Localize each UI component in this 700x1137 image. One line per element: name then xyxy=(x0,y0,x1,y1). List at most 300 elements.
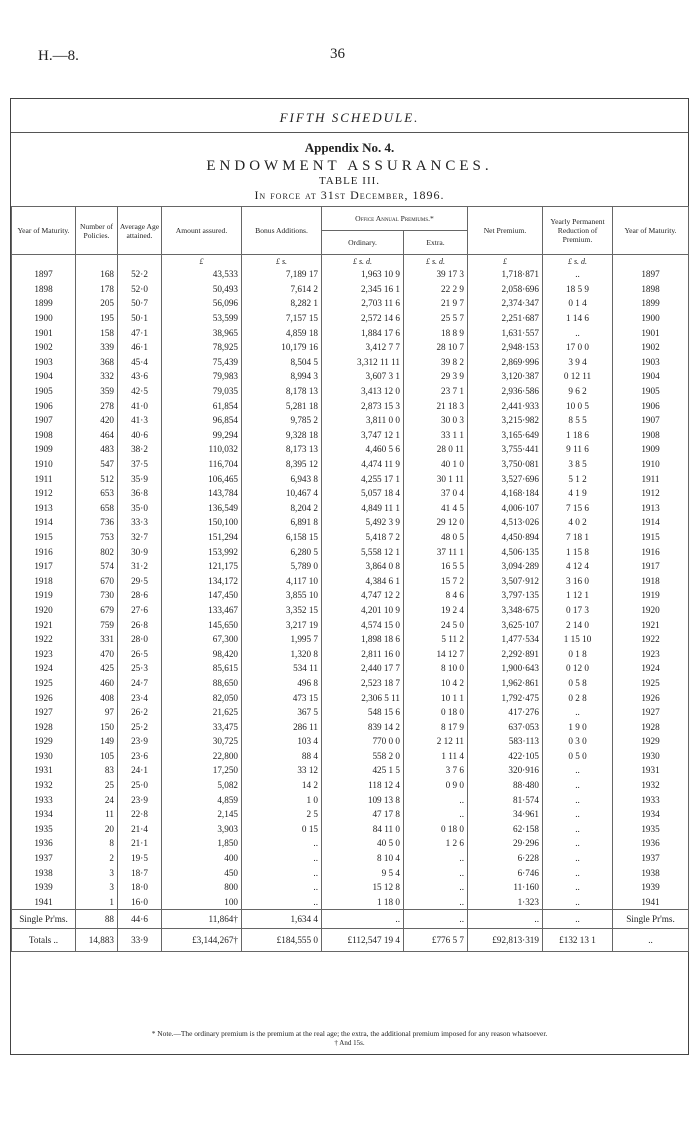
cell-bonus: 103 4 xyxy=(242,734,322,749)
cell-age: 29·5 xyxy=(118,573,162,588)
cell-year2: 1931 xyxy=(613,763,689,778)
cell-ordinary: 839 14 2 xyxy=(322,719,404,734)
cell-bonus: 5,281 18 xyxy=(242,398,322,413)
cell-bonus: 88 4 xyxy=(242,749,322,764)
cell-ordinary: 4,460 5 6 xyxy=(322,442,404,457)
cell-reduction: .. xyxy=(543,325,613,340)
cell-year2: 1908 xyxy=(613,428,689,443)
cell-age: 32·7 xyxy=(118,530,162,545)
cell-ordinary: .. xyxy=(322,910,404,929)
cell-ordinary: 4,849 11 1 xyxy=(322,501,404,516)
cell-extra: 3 7 6 xyxy=(404,763,468,778)
cell-year2: 1909 xyxy=(613,442,689,457)
cell-reduction: 0 12 11 xyxy=(543,369,613,384)
cell-ordinary: 4,384 6 1 xyxy=(322,573,404,588)
table-row xyxy=(12,413,689,428)
cell-policies: 574 xyxy=(76,559,118,574)
cell-ordinary: 4,574 15 0 xyxy=(322,617,404,632)
cell-bonus: .. xyxy=(242,851,322,866)
cell-policies: 425 xyxy=(76,661,118,676)
cell-reduction: 1 14 6 xyxy=(543,311,613,326)
cell-ordinary: 9 5 4 xyxy=(322,865,404,880)
cell-extra: 2 12 11 xyxy=(404,734,468,749)
cell-amount: 50,493 xyxy=(162,282,242,297)
cell-net: 1,718·871 xyxy=(468,267,543,282)
cell-year2: 1906 xyxy=(613,398,689,413)
cell-net: 3,625·107 xyxy=(468,617,543,632)
cell-year: 1912 xyxy=(12,486,76,501)
cell-amount: 67,300 xyxy=(162,632,242,647)
cell-age: 24·1 xyxy=(118,763,162,778)
cell-age: 28·6 xyxy=(118,588,162,603)
cell-age: 21·1 xyxy=(118,836,162,851)
cell-age: 37·5 xyxy=(118,457,162,472)
cell-amount: 75,439 xyxy=(162,355,242,370)
cell-extra: 15 7 2 xyxy=(404,573,468,588)
cell-policies: 3 xyxy=(76,865,118,880)
cell-reduction: .. xyxy=(543,267,613,282)
cell-age: 23·6 xyxy=(118,749,162,764)
table-row xyxy=(12,734,689,749)
cell-ordinary: 5,492 3 9 xyxy=(322,515,404,530)
cell-reduction: 0 1 4 xyxy=(543,296,613,311)
cell-extra: 0 18 0 xyxy=(404,705,468,720)
cell-year: 1898 xyxy=(12,282,76,297)
cell-year2: 1937 xyxy=(613,851,689,866)
cell-net: 3,507·912 xyxy=(468,573,543,588)
table-row xyxy=(12,676,689,691)
cell-amount: 61,854 xyxy=(162,398,242,413)
cell-extra: 14 12 7 xyxy=(404,646,468,661)
cell-amount: 106,465 xyxy=(162,471,242,486)
cell-extra: 1 2 6 xyxy=(404,836,468,851)
table-row xyxy=(12,296,689,311)
cell-net: 29·296 xyxy=(468,836,543,851)
cell-ordinary: 40 5 0 xyxy=(322,836,404,851)
cell-year2: 1941 xyxy=(613,895,689,910)
cell-reduction: 0 3 0 xyxy=(543,734,613,749)
table-number: TABLE III. xyxy=(318,175,381,187)
cell-ordinary: 2,306 5 11 xyxy=(322,690,404,705)
cell-ordinary: 84 11 0 xyxy=(322,822,404,837)
cell-year2: 1922 xyxy=(613,632,689,647)
cell-bonus: 9,785 2 xyxy=(242,413,322,428)
cell-year: 1911 xyxy=(12,471,76,486)
cell-policies: 83 xyxy=(76,763,118,778)
units-row xyxy=(12,255,689,268)
cell-amount: 79,035 xyxy=(162,384,242,399)
cell-reduction: 1 15 8 xyxy=(543,544,613,559)
cell-policies: 512 xyxy=(76,471,118,486)
cell-year2: 1916 xyxy=(613,544,689,559)
cell-net: 6·746 xyxy=(468,865,543,880)
cell-age: 23·9 xyxy=(118,734,162,749)
table-row xyxy=(12,603,689,618)
cell-amount: £3,144,267† xyxy=(162,929,242,952)
cell-amount: 116,704 xyxy=(162,457,242,472)
cell-year: 1916 xyxy=(12,544,76,559)
cell-reduction: .. xyxy=(543,865,613,880)
cell-reduction: 10 0 5 xyxy=(543,398,613,413)
cell-policies: 359 xyxy=(76,384,118,399)
cell-extra: 28 0 11 xyxy=(404,442,468,457)
cell-net: 4,513·026 xyxy=(468,515,543,530)
cell-bonus: 7,189 17 xyxy=(242,267,322,282)
cell-net: .. xyxy=(468,910,543,929)
cell-ordinary: 4,747 12 2 xyxy=(322,588,404,603)
cell-year2: Single Pr'ms. xyxy=(613,910,689,929)
unit-amount: £ xyxy=(162,255,242,268)
cell-amount: 88,650 xyxy=(162,676,242,691)
cell-extra: 22 2 9 xyxy=(404,282,468,297)
cell-amount: 43,533 xyxy=(162,267,242,282)
cell-bonus: 8,395 12 xyxy=(242,457,322,472)
cell-ordinary: 4,255 17 1 xyxy=(322,471,404,486)
cell-extra: 30 0 3 xyxy=(404,413,468,428)
table-row xyxy=(12,501,689,516)
cell-ordinary: 3,312 11 11 xyxy=(322,355,404,370)
cell-year: 1933 xyxy=(12,792,76,807)
cell-extra: 40 1 0 xyxy=(404,457,468,472)
cell-year: 1914 xyxy=(12,515,76,530)
cell-policies: 24 xyxy=(76,792,118,807)
main-title: ENDOWMENT ASSURANCES. xyxy=(206,158,493,174)
cell-amount: 145,650 xyxy=(162,617,242,632)
cell-age: 41·0 xyxy=(118,398,162,413)
cell-policies: 3 xyxy=(76,880,118,895)
table-body xyxy=(12,255,689,952)
cell-year2: 1912 xyxy=(613,486,689,501)
cell-extra: 23 7 1 xyxy=(404,384,468,399)
cell-extra: 39 17 3 xyxy=(404,267,468,282)
cell-year: 1932 xyxy=(12,778,76,793)
cell-age: 47·1 xyxy=(118,325,162,340)
endowment-table xyxy=(11,206,689,952)
cell-extra: 25 5 7 xyxy=(404,311,468,326)
cell-bonus: 496 8 xyxy=(242,676,322,691)
cell-amount: 153,992 xyxy=(162,544,242,559)
cell-bonus: 33 12 xyxy=(242,763,322,778)
cell-net: 4,006·107 xyxy=(468,501,543,516)
unit-bonus: £ s. xyxy=(242,255,322,268)
cell-ordinary: 3,412 7 7 xyxy=(322,340,404,355)
cell-net: 3,120·387 xyxy=(468,369,543,384)
cell-age: 50·7 xyxy=(118,296,162,311)
cell-reduction: 2 14 0 xyxy=(543,617,613,632)
cell-policies: 408 xyxy=(76,690,118,705)
cell-age: 19·5 xyxy=(118,851,162,866)
cell-net: 4,168·184 xyxy=(468,486,543,501)
cell-reduction: £132 13 1 xyxy=(543,929,613,952)
cell-year2: 1939 xyxy=(613,880,689,895)
cell-policies: 1 xyxy=(76,895,118,910)
cell-year: 1910 xyxy=(12,457,76,472)
cell-bonus: .. xyxy=(242,836,322,851)
cell-policies: 420 xyxy=(76,413,118,428)
cell-amount: 99,294 xyxy=(162,428,242,443)
table-row xyxy=(12,457,689,472)
cell-policies: 802 xyxy=(76,544,118,559)
cell-age: 46·1 xyxy=(118,340,162,355)
table-row xyxy=(12,617,689,632)
table-row xyxy=(12,384,689,399)
cell-year2: 1904 xyxy=(613,369,689,384)
cell-bonus: 3,352 15 xyxy=(242,603,322,618)
cell-policies: 339 xyxy=(76,340,118,355)
cell-net: 34·961 xyxy=(468,807,543,822)
cell-ordinary: 109 13 8 xyxy=(322,792,404,807)
cell-year: 1928 xyxy=(12,719,76,734)
col-bonus-header: Bonus Additions. xyxy=(242,207,322,255)
cell-reduction: 5 1 2 xyxy=(543,471,613,486)
cell-year2: 1902 xyxy=(613,340,689,355)
cell-reduction: .. xyxy=(543,763,613,778)
cell-year: 1941 xyxy=(12,895,76,910)
cell-policies: 20 xyxy=(76,822,118,837)
table-row xyxy=(12,588,689,603)
table-row xyxy=(12,895,689,910)
page-number: 36 xyxy=(330,46,345,62)
cell-net: 81·574 xyxy=(468,792,543,807)
cell-reduction: 1 12 1 xyxy=(543,588,613,603)
cell-reduction: 3 8 5 xyxy=(543,457,613,472)
cell-extra: 8 10 0 xyxy=(404,661,468,676)
cell-amount: 78,925 xyxy=(162,340,242,355)
cell-ordinary: 770 0 0 xyxy=(322,734,404,749)
cell-year: 1925 xyxy=(12,676,76,691)
cell-age: 44·6 xyxy=(118,910,162,929)
table-row xyxy=(12,851,689,866)
cell-ordinary: 3,864 0 8 xyxy=(322,559,404,574)
cell-reduction: .. xyxy=(543,836,613,851)
cell-reduction: .. xyxy=(543,851,613,866)
cell-year2: 1917 xyxy=(613,559,689,574)
cell-net: 6·228 xyxy=(468,851,543,866)
table-row xyxy=(12,880,689,895)
cell-reduction: 1 18 6 xyxy=(543,428,613,443)
cell-bonus: 6,891 8 xyxy=(242,515,322,530)
cell-age: 26·2 xyxy=(118,705,162,720)
cell-year: 1905 xyxy=(12,384,76,399)
cell-net: 3,348·675 xyxy=(468,603,543,618)
cell-age: 27·6 xyxy=(118,603,162,618)
cell-amount: 100 xyxy=(162,895,242,910)
cell-net: 1,477·534 xyxy=(468,632,543,647)
cell-net: 3,755·441 xyxy=(468,442,543,457)
cell-policies: 670 xyxy=(76,573,118,588)
cell-reduction: 8 5 5 xyxy=(543,413,613,428)
cell-year2: 1897 xyxy=(613,267,689,282)
cell-extra: £776 5 7 xyxy=(404,929,468,952)
cell-net: 2,374·347 xyxy=(468,296,543,311)
col-year-header: Year of Maturity. xyxy=(12,207,76,255)
cell-year: 1934 xyxy=(12,807,76,822)
cell-ordinary: 1 18 0 xyxy=(322,895,404,910)
cell-net: 88·480 xyxy=(468,778,543,793)
cell-bonus: 4,859 18 xyxy=(242,325,322,340)
schedule-title: FIFTH SCHEDULE. xyxy=(11,99,688,133)
table-row xyxy=(12,369,689,384)
appendix-label: Appendix No. 4. xyxy=(304,140,395,155)
cell-policies: 759 xyxy=(76,617,118,632)
cell-year2: 1925 xyxy=(613,676,689,691)
table-row xyxy=(12,690,689,705)
cell-year2: 1923 xyxy=(613,646,689,661)
cell-year: 1921 xyxy=(12,617,76,632)
cell-net: 62·158 xyxy=(468,822,543,837)
cell-year: 1900 xyxy=(12,311,76,326)
cell-policies: 178 xyxy=(76,282,118,297)
cell-year2: 1924 xyxy=(613,661,689,676)
cell-bonus: 8,178 13 xyxy=(242,384,322,399)
cell-extra: 8 17 9 xyxy=(404,719,468,734)
cell-amount: 143,784 xyxy=(162,486,242,501)
cell-bonus: 3,855 10 xyxy=(242,588,322,603)
cell-year: 1924 xyxy=(12,661,76,676)
cell-year2: 1921 xyxy=(613,617,689,632)
cell-policies: 753 xyxy=(76,530,118,545)
cell-amount: 2,145 xyxy=(162,807,242,822)
cell-year2: 1907 xyxy=(613,413,689,428)
cell-bonus: 1,634 4 xyxy=(242,910,322,929)
cell-ordinary: 3,811 0 0 xyxy=(322,413,404,428)
cell-net: 3,215·982 xyxy=(468,413,543,428)
cell-amount: 4,859 xyxy=(162,792,242,807)
cell-bonus: 8,173 13 xyxy=(242,442,322,457)
cell-age: 36·8 xyxy=(118,486,162,501)
cell-reduction: 0 5 8 xyxy=(543,676,613,691)
table-row xyxy=(12,442,689,457)
cell-policies: 483 xyxy=(76,442,118,457)
in-force-date: In force at 31st December, 1896. xyxy=(254,188,445,202)
cell-age: 50·1 xyxy=(118,311,162,326)
cell-year: 1904 xyxy=(12,369,76,384)
cell-extra: 37 11 1 xyxy=(404,544,468,559)
cell-bonus: 7,157 15 xyxy=(242,311,322,326)
cell-policies: 464 xyxy=(76,428,118,443)
cell-ordinary: 2,572 14 6 xyxy=(322,311,404,326)
table-row xyxy=(12,705,689,720)
cell-age: 23·9 xyxy=(118,792,162,807)
cell-amount: 133,467 xyxy=(162,603,242,618)
cell-policies: 150 xyxy=(76,719,118,734)
cell-policies: 368 xyxy=(76,355,118,370)
cell-year2: 1930 xyxy=(613,749,689,764)
cell-year2: 1936 xyxy=(613,836,689,851)
cell-extra: 21 9 7 xyxy=(404,296,468,311)
cell-reduction: 0 17 3 xyxy=(543,603,613,618)
cell-year2: 1901 xyxy=(613,325,689,340)
cell-extra: 10 4 2 xyxy=(404,676,468,691)
cell-net: 4,450·894 xyxy=(468,530,543,545)
cell-bonus: 3,217 19 xyxy=(242,617,322,632)
cell-extra: 48 0 5 xyxy=(404,530,468,545)
cell-amount: 79,983 xyxy=(162,369,242,384)
cell-age: 25·0 xyxy=(118,778,162,793)
cell-year2: 1914 xyxy=(613,515,689,530)
unit-reduction: £ s. d. xyxy=(543,255,613,268)
table-row xyxy=(12,311,689,326)
cell-policies: 679 xyxy=(76,603,118,618)
table-row xyxy=(12,471,689,486)
cell-age: 16·0 xyxy=(118,895,162,910)
cell-bonus: 8,282 1 xyxy=(242,296,322,311)
col-premiums-header: Office Annual Premiums.* xyxy=(322,207,468,231)
document-code: H.—8. xyxy=(38,48,79,64)
cell-policies: 653 xyxy=(76,486,118,501)
cell-year2: 1920 xyxy=(613,603,689,618)
cell-amount: 11,864† xyxy=(162,910,242,929)
cell-policies: 278 xyxy=(76,398,118,413)
cell-net: 2,292·891 xyxy=(468,646,543,661)
cell-ordinary: 1,884 17 6 xyxy=(322,325,404,340)
cell-ordinary: 47 17 8 xyxy=(322,807,404,822)
cell-net: 1,792·475 xyxy=(468,690,543,705)
cell-ordinary: 118 12 4 xyxy=(322,778,404,793)
cell-reduction: .. xyxy=(543,792,613,807)
cell-net: 3,165·649 xyxy=(468,428,543,443)
cell-extra: .. xyxy=(404,910,468,929)
cell-year2: 1929 xyxy=(613,734,689,749)
cell-year2: 1919 xyxy=(613,588,689,603)
cell-extra: 5 11 2 xyxy=(404,632,468,647)
cell-ordinary: 1,963 10 9 xyxy=(322,267,404,282)
cell-amount: 5,082 xyxy=(162,778,242,793)
cell-net: 417·276 xyxy=(468,705,543,720)
cell-extra: .. xyxy=(404,865,468,880)
cell-bonus: 8,504 5 xyxy=(242,355,322,370)
cell-bonus: 8,994 3 xyxy=(242,369,322,384)
cell-age: 33·9 xyxy=(118,929,162,952)
cell-ordinary: 8 10 4 xyxy=(322,851,404,866)
cell-age: 41·3 xyxy=(118,413,162,428)
cell-age: 52·0 xyxy=(118,282,162,297)
cell-age: 43·6 xyxy=(118,369,162,384)
cell-extra: 24 5 0 xyxy=(404,617,468,632)
cell-year2: 1905 xyxy=(613,384,689,399)
table-row xyxy=(12,486,689,501)
cell-extra: 21 18 3 xyxy=(404,398,468,413)
cell-ordinary: 2,703 11 6 xyxy=(322,296,404,311)
cell-ordinary: 2,873 15 3 xyxy=(322,398,404,413)
table-row xyxy=(12,749,689,764)
cell-bonus: 4,117 10 xyxy=(242,573,322,588)
cell-net: 2,869·996 xyxy=(468,355,543,370)
cell-amount: 110,032 xyxy=(162,442,242,457)
cell-amount: 450 xyxy=(162,865,242,880)
cell-year2: 1913 xyxy=(613,501,689,516)
cell-ordinary: 1,898 18 6 xyxy=(322,632,404,647)
cell-year: 1936 xyxy=(12,836,76,851)
cell-net: 1,900·643 xyxy=(468,661,543,676)
table-row xyxy=(12,865,689,880)
cell-reduction: .. xyxy=(543,910,613,929)
cell-age: 45·4 xyxy=(118,355,162,370)
cell-policies: 658 xyxy=(76,501,118,516)
table-row xyxy=(12,544,689,559)
totals-row xyxy=(12,929,689,952)
cell-net: 3,750·081 xyxy=(468,457,543,472)
cell-extra: .. xyxy=(404,895,468,910)
cell-year: 1930 xyxy=(12,749,76,764)
cell-net: £92,813·319 xyxy=(468,929,543,952)
table-row xyxy=(12,559,689,574)
table-row xyxy=(12,763,689,778)
table-row xyxy=(12,573,689,588)
cell-extra: 29 12 0 xyxy=(404,515,468,530)
cell-year: 1927 xyxy=(12,705,76,720)
table-row xyxy=(12,646,689,661)
